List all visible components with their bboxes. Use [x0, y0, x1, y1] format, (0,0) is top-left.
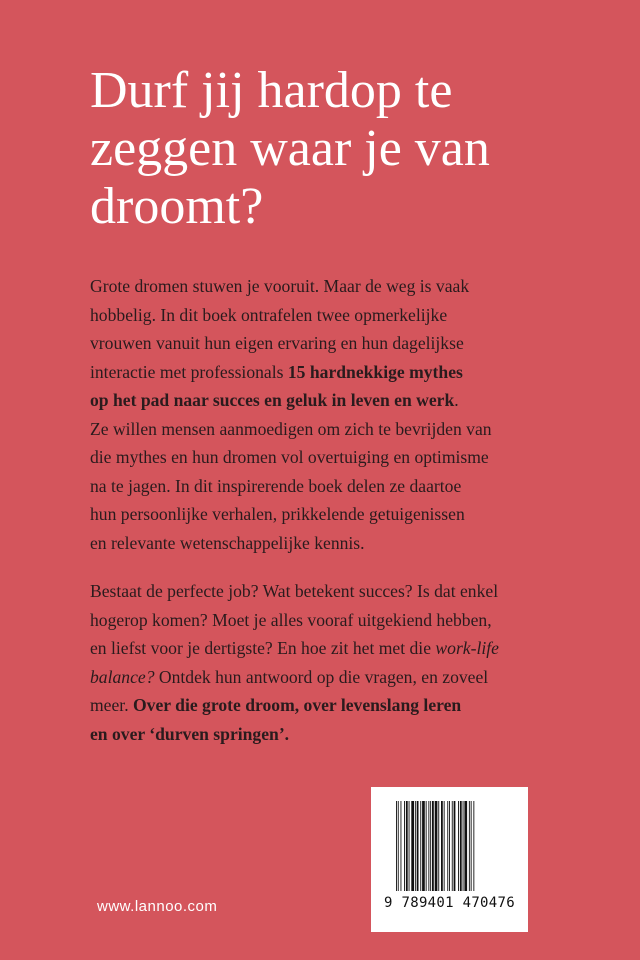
barcode-bar [415, 801, 416, 891]
barcode-bar [452, 801, 453, 891]
barcode-bar [441, 801, 443, 891]
headline-line: droomt? [90, 178, 264, 235]
blurb-text: Ontdek hun antwoord op die vragen, en zoveel [154, 666, 489, 687]
barcode-bar [447, 801, 448, 891]
blurb-line [90, 358, 560, 387]
blurb-text: meer. [90, 695, 133, 715]
barcode-bar [398, 801, 399, 891]
barcode-bar [411, 801, 414, 891]
blurb-line: die mythes en hun dromen vol overtuiging en optimisme [90, 447, 489, 467]
barcode-bars [396, 801, 503, 895]
barcode-bar [401, 801, 402, 891]
barcode-bar [458, 801, 459, 891]
barcode-bar [406, 801, 408, 891]
blurb-line: hogerop komen? Moet je alles vooraf uitgekiend hebben, [90, 609, 492, 630]
barcode-bar [420, 801, 421, 891]
barcode-bar [422, 801, 425, 891]
headline [90, 62, 590, 236]
blurb-line: vrouwen vanuit hun eigen ervaring en hun dagelijkse [90, 333, 464, 353]
blurb-line: Grote dromen stuwen je vooruit. Maar de weg is vaak [90, 276, 470, 296]
blurb-text: . [454, 390, 459, 410]
blurb-text: en liefst voor je dertigste? En hoe zit het met die [90, 638, 436, 658]
barcode-bar [471, 801, 472, 891]
blurb-line [90, 634, 560, 663]
barcode-bar [473, 801, 474, 891]
barcode-bar [426, 801, 427, 891]
blurb-line: Ze willen mensen aanmoedigen om zich te bevrijden van [90, 418, 492, 439]
blurb-line: hun persoonlijke verhalen, prikkelende getuigenissen [90, 504, 465, 524]
barcode-bar [460, 801, 462, 891]
barcode-bar [438, 801, 439, 891]
barcode-bar [432, 801, 434, 891]
blurb-text: interactie met professionals [90, 361, 288, 382]
publisher-website: www.lannoo.com [97, 898, 218, 915]
blurb-line [90, 720, 560, 749]
barcode-bar [444, 801, 445, 891]
blurb-line: hobbelig. In dit boek ontrafelen twee opmerkelijke [90, 304, 448, 325]
blurb-emphasis: op het pad naar succes en geluk in leven en werk [90, 390, 455, 410]
blurb-emphasis: en over ‘durven springen’. [90, 723, 290, 744]
blurb-italic: balance? [90, 666, 155, 687]
barcode-bar [449, 801, 450, 891]
blurb-line [90, 386, 560, 415]
blurb-emphasis: 15 hardnekkige mythes [287, 361, 463, 382]
barcode-bar [469, 801, 470, 891]
blurb-paragraph-2 [90, 577, 560, 748]
blurb-emphasis: Over die grote droom, over levenslang leren [133, 695, 462, 715]
headline-line: Durf jij hardop te [90, 62, 453, 119]
barcode-bar [464, 801, 467, 891]
barcode-bar [409, 801, 410, 891]
blurb-paragraph-1 [90, 272, 560, 557]
barcode-bar [463, 801, 464, 891]
barcode-bar [404, 801, 405, 891]
blurb-line [90, 691, 560, 720]
blurb-line: Bestaat de perfecte job? Wat betekent succes? Is dat enkel [90, 581, 499, 601]
blurb-line: en relevante wetenschappelijke kennis. [90, 532, 365, 553]
barcode-bar [428, 801, 429, 891]
barcode-bar [417, 801, 419, 891]
barcode-bar [430, 801, 431, 891]
barcode [371, 787, 528, 932]
blurb-line: na te jagen. In dit inspirerende boek delen ze daartoe [90, 475, 462, 496]
isbn-number: 9 789401 470476 [384, 895, 515, 911]
barcode-bar [435, 801, 438, 891]
headline-line: zeggen waar je van [90, 120, 490, 177]
barcode-bar [396, 801, 397, 891]
blurb-italic: work-life [435, 638, 499, 658]
blurb-line [90, 663, 560, 692]
barcode-bar [454, 801, 456, 891]
